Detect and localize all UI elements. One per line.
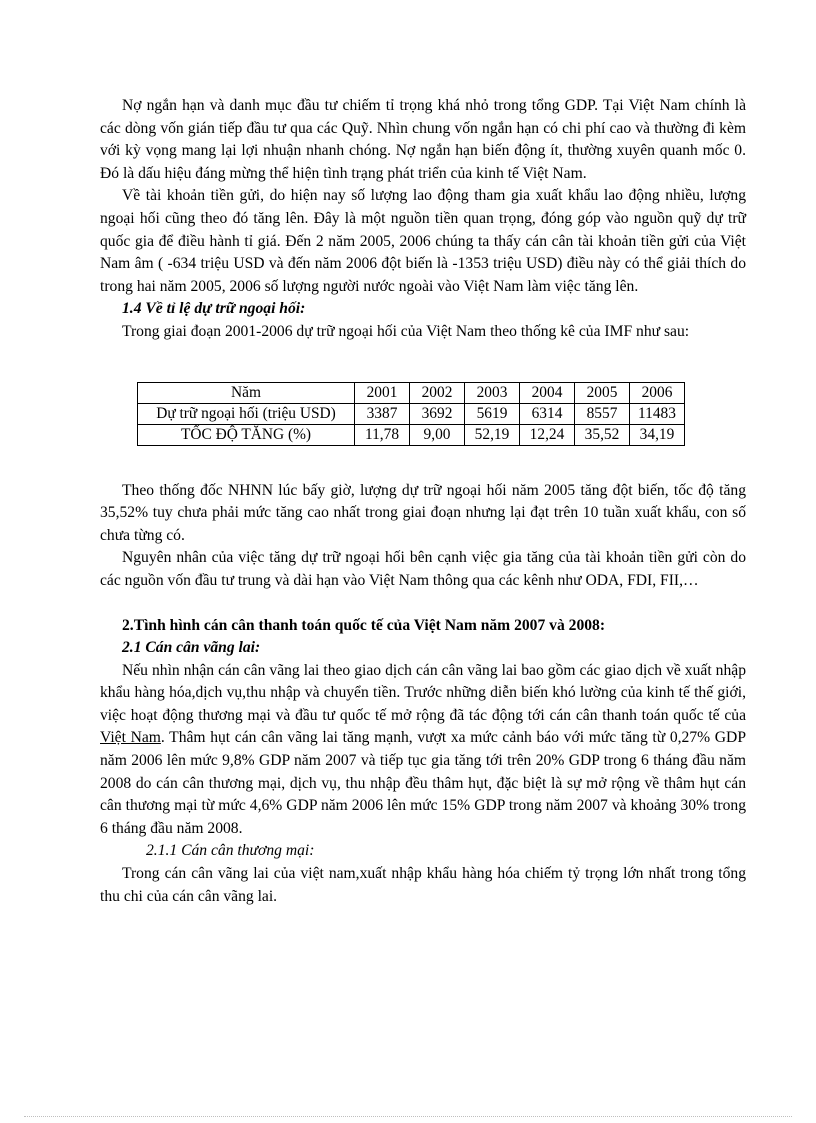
heading-trade-balance: 2.1.1 Cán cân thương mại: [146,842,315,860]
table-year-cell: 2002 [410,382,465,403]
table-cell: 12,24 [520,424,575,445]
table-row-label: Dự trữ ngoại hối (triệu USD) [138,403,355,424]
table-cell: 5619 [465,403,520,424]
table-year-cell: 2006 [630,382,685,403]
table-cell: 3692 [410,403,465,424]
vietnam-link[interactable]: Việt Nam [100,729,161,747]
table-cell: 35,52 [575,424,630,445]
page-bottom-divider [24,1116,792,1117]
table-year-cell: 2001 [355,382,410,403]
paragraph-short-term-debt: Nợ ngắn hạn và danh mục đầu tư chiếm tỉ trọng khá nhỏ trong tổng GDP. Tại Việt Nam chính là các dòng vốn gián tiếp đầu tư qua các Quỹ. Nhìn chung vốn ngắn hạn có chi phí cao và thường đi kèm với kỳ vọng mang lại lợi nhuận nhanh chóng. Nợ ngắn hạn biến động ít, thường xuyên quanh mốc 0. Đó là dấu hiệu đáng mừng thể hiện tình trạng phát triển của kinh tế Việt Nam. [100,97,746,182]
table-year-cell: 2004 [520,382,575,403]
table-row-label: TỐC ĐỘ TĂNG (%) [138,424,355,445]
paragraph-deposit-account: Về tài khoản tiền gửi, do hiện nay số lượng lao động tham gia xuất khẩu lao động nhiều, lượng ngoại hối cũng theo đó tăng lên. Đây là một nguồn tiền quan trọng, đóng góp vào nguồn quỹ dự trữ quốc gia để điều hành tỉ giá. Đến 2 năm 2005, 2006 chúng ta thấy cán cân tài khoản tiền gửi của Việt Nam âm ( -634 triệu USD và đến năm 2006 đột biến là -1353 triệu USD) điều này có thể giải thích do trong hai năm 2005, 2006 số lượng người nước ngoài vào Việt Nam làm việc tăng lên. [100,187,746,295]
table-row [138,424,685,445]
paragraph-text: Nếu nhìn nhận cán cân vãng lai theo giao dịch cán cân vãng lai bao gồm các giao dịch về xuất nhập khẩu hàng hóa,dịch vụ,thu nhập và chuyển tiền. Trước những diễn biến khó lường của kinh tế thế giới, việc hoạt động thương mại và đầu tư quốc tế mở rộng đã tác động tới cán cân thanh toán quốc tế của [100,661,746,724]
table-header-row [138,382,685,403]
paragraph-current-account [100,660,746,841]
table-year-cell: 2005 [575,382,630,403]
reserve-table [137,382,685,446]
paragraph-reserve-intro: Trong giai đoạn 2001-2006 dự trữ ngoại hối của Việt Nam theo thống kê của IMF như sau: [122,322,690,340]
paragraph-text: . Thâm hụt cán cân vãng lai tăng mạnh, vượt xa mức cảnh báo với mức tăng từ 0,27% GDP năm 2006 lên mức 9,8% GDP năm 2007 và tiếp tục gia tăng tới trên 20% GDP trong 6 tháng đầu năm 2008 do cán cân thương mại, dịch vụ, thu nhập đều thâm hụt, đặc biệt là sự mở rộng về thâm hụt cán cân thương mại từ mức 4,6% GDP năm 2006 lên mức 15% GDP trong năm 2007 và khoảng 30% trong 6 tháng đầu năm 2008. [100,729,746,837]
heading-balance-of-payments: 2.Tình hình cán cân thanh toán quốc tế của Việt Nam năm 2007 và 2008: [122,616,606,634]
paragraph-trade-balance: Trong cán cân vãng lai của việt nam,xuất nhập khẩu hàng hóa chiếm tỷ trọng lớn nhất trong tổng thu chi của cán cân vãng lai. [100,865,746,905]
heading-current-account: 2.1 Cán cân vãng lai: [122,639,261,657]
table-cell: 11,78 [355,424,410,445]
heading-reserve-ratio: 1.4 Về tỉ lệ dự trữ ngoại hối: [122,300,306,318]
table-cell: 52,19 [465,424,520,445]
table-header-label: Năm [138,382,355,403]
table-cell: 11483 [630,403,685,424]
table-year-cell: 2003 [465,382,520,403]
paragraph-reserve-cause: Nguyên nhân của việc tăng dự trữ ngoại hối bên cạnh việc gia tăng của tài khoản tiền gửi còn do các nguồn vốn đầu tư trung và dài hạn vào Việt Nam thông qua các kênh như ODA, FDI, FII,… [100,549,746,589]
paragraph-reserve-growth: Theo thống đốc NHNN lúc bấy giờ, lượng dự trữ ngoại hối năm 2005 tăng đột biến, tốc độ tăng 35,52% tuy chưa phải mức tăng cao nhất trong giai đoạn nhưng lại đạt trên 10 tuần xuất khẩu, con số chưa từng có. [100,481,746,544]
table-row [138,403,685,424]
table-cell: 34,19 [630,424,685,445]
table-cell: 8557 [575,403,630,424]
table-cell: 6314 [520,403,575,424]
table-cell: 9,00 [410,424,465,445]
table-cell: 3387 [355,403,410,424]
document-page [100,95,746,908]
